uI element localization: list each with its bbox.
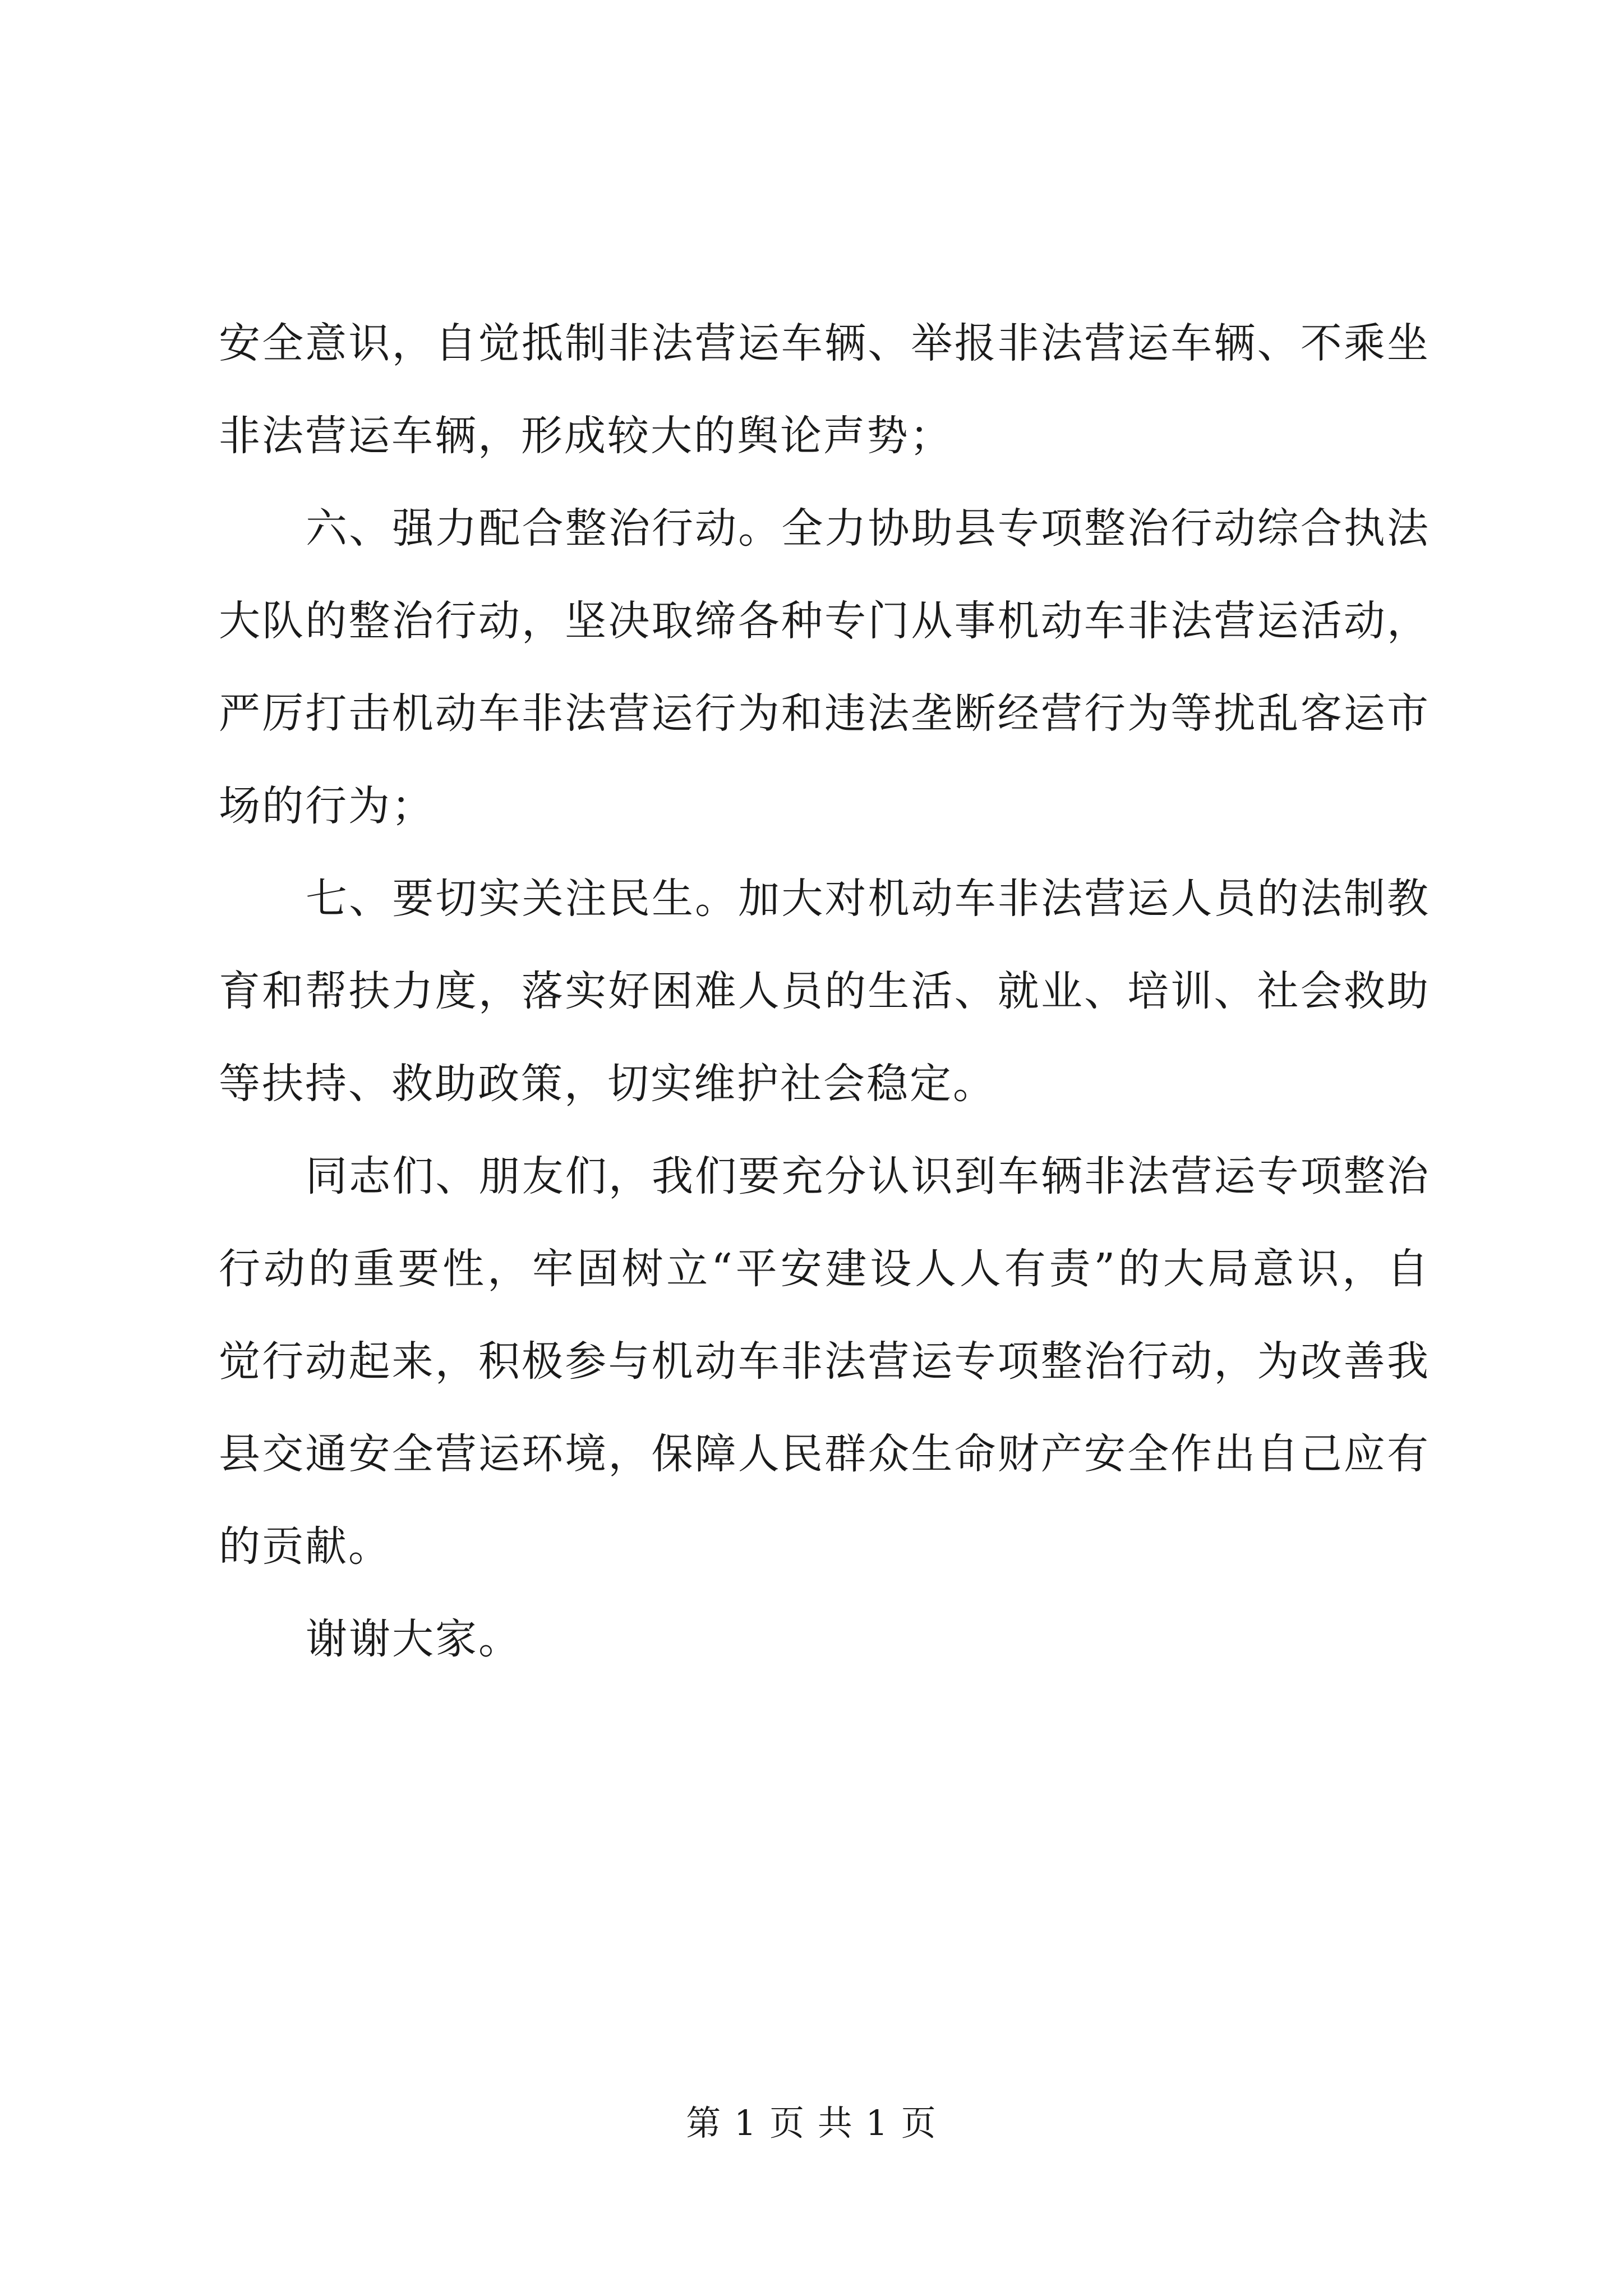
paragraph-continuation: 安全意识，自觉抵制非法营运车辆、举报非法营运车辆、不乘坐非法营运车辆，形成较大的舆论声势； bbox=[219, 319, 1430, 460]
paragraph-thanks: 谢谢大家。 bbox=[306, 1615, 522, 1663]
document-body bbox=[219, 297, 1430, 1686]
paragraph-closing-appeal: 同志们、朋友们，我们要充分认识到车辆非法营运专项整治行动的重要性，牢固树立“平安建设人人有责”的大局意识，自觉行动起来，积极参与机动车非法营运专项整治行动，为改善我县交通安全营运环境，保障人民群众生命财产安全作出自己应有的贡献。 bbox=[219, 1152, 1430, 1571]
page-number-footer: 第 1 页 共 1 页 bbox=[686, 2102, 937, 2143]
paragraph-item-six: 六、强力配合整治行动。全力协助县专项整治行动综合执法大队的整治行动，坚决取缔各种专门从事机动车非法营运活动，严厉打击机动车非法营运行为和违法垄断经营行为等扰乱客运市场的行为； bbox=[219, 504, 1430, 830]
paragraph-item-seven: 七、要切实关注民生。加大对机动车非法营运人员的法制教育和帮扶力度，落实好困难人员的生活、就业、培训、社会救助等扶持、救助政策，切实维护社会稳定。 bbox=[219, 875, 1430, 1108]
